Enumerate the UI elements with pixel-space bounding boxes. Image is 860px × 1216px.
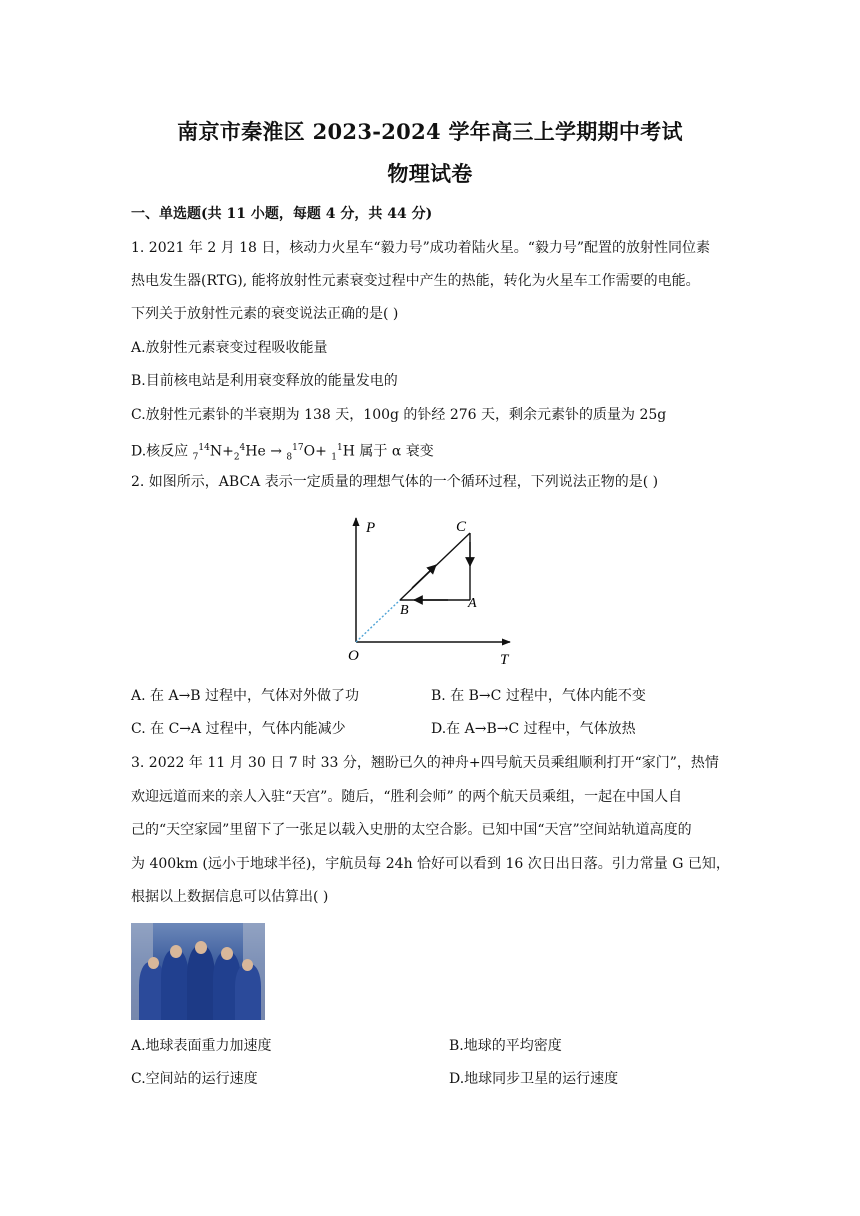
q1-line-3: 下列关于放射性元素的衰变说法正确的是( )	[131, 306, 399, 322]
q1-option-b: B.目前核电站是利用衰变释放的能量发电的	[131, 373, 398, 389]
astronaut-group-photo	[131, 923, 265, 1020]
q1-option-d: D.核反应 $_7^{14}N+_2^4He \to _8^{17}O+ _1^1H$ 属于 α 衰变	[131, 443, 434, 463]
q3-option-b: B.地球的平均密度	[449, 1038, 562, 1054]
origin-label: O	[348, 648, 359, 664]
point-c-label: C	[456, 519, 467, 535]
q3-line-2: 欢迎远道而来的亲人入驻“天宫”。随后，“胜利会师” 的两个航天员乘组，一起在中国人自	[131, 789, 683, 805]
q2-option-a: A. 在 A→B 过程中，气体对外做了功	[131, 688, 360, 704]
q3-option-a: A.地球表面重力加速度	[131, 1038, 272, 1054]
q2-option-d: D.在 A→B→C 过程中，气体放热	[431, 721, 636, 737]
q2-stem: 2. 如图所示，ABCA 表示一定质量的理想气体的一个循环过程，下列说法正物的是( )	[131, 474, 659, 490]
p-axis-label: P	[366, 520, 376, 536]
q1-line-1: 1. 2021 年 2 月 18 日，核动力火星车“毅力号”成功着陆火星。“毅力号”配置的放射性同位素	[131, 240, 711, 256]
exam-subtitle: 物理试卷	[387, 161, 473, 186]
section-heading: 一、单选题(共 11 小题，每题 4 分，共 44 分)	[131, 206, 433, 222]
q3-option-c: C.空间站的运行速度	[131, 1071, 258, 1087]
point-b-label: B	[400, 603, 409, 618]
arrow-b-c	[412, 565, 436, 588]
exam-title: 南京市秦淮区 2023-2024 学年高三上学期期中考试	[177, 119, 683, 144]
q3-line-4: 为 400km (远小于地球半径)，宇航员每 24h 恰好可以看到 16 次日出日落。引力常量 G 已知，	[131, 856, 730, 872]
origin-dashed-line	[356, 600, 400, 642]
q3-option-d: D.地球同步卫星的运行速度	[449, 1071, 619, 1087]
q3-line-3: 己的“天空家园”里留下了一张足以载入史册的太空合影。已知中国“天宫”空间站轨道高度的	[131, 822, 692, 838]
q1-option-c: C.放射性元素钋的半衰期为 138 天，100g 的钋经 276 天，剩余元素钋的质量为 25g	[131, 407, 667, 423]
pt-diagram	[330, 512, 530, 670]
q2-option-b: B. 在 B→C 过程中，气体内能不变	[431, 688, 646, 704]
point-a-label: A	[468, 596, 477, 611]
q1-option-a: A.放射性元素衰变过程吸收能量	[131, 340, 328, 356]
t-axis-label: T	[500, 652, 509, 668]
q3-line-5: 根据以上数据信息可以估算出( )	[131, 889, 329, 905]
q3-line-1: 3. 2022 年 11 月 30 日 7 时 33 分，翘盼已久的神舟+四号航天员乘组顺利打开“家门”，热情	[131, 755, 719, 771]
q2-option-c: C. 在 C→A 过程中，气体内能减少	[131, 721, 346, 737]
q1-line-2: 热电发生器(RTG), 能将放射性元素衰变过程中产生的热能，转化为火星车工作需要的电能。	[131, 273, 700, 289]
